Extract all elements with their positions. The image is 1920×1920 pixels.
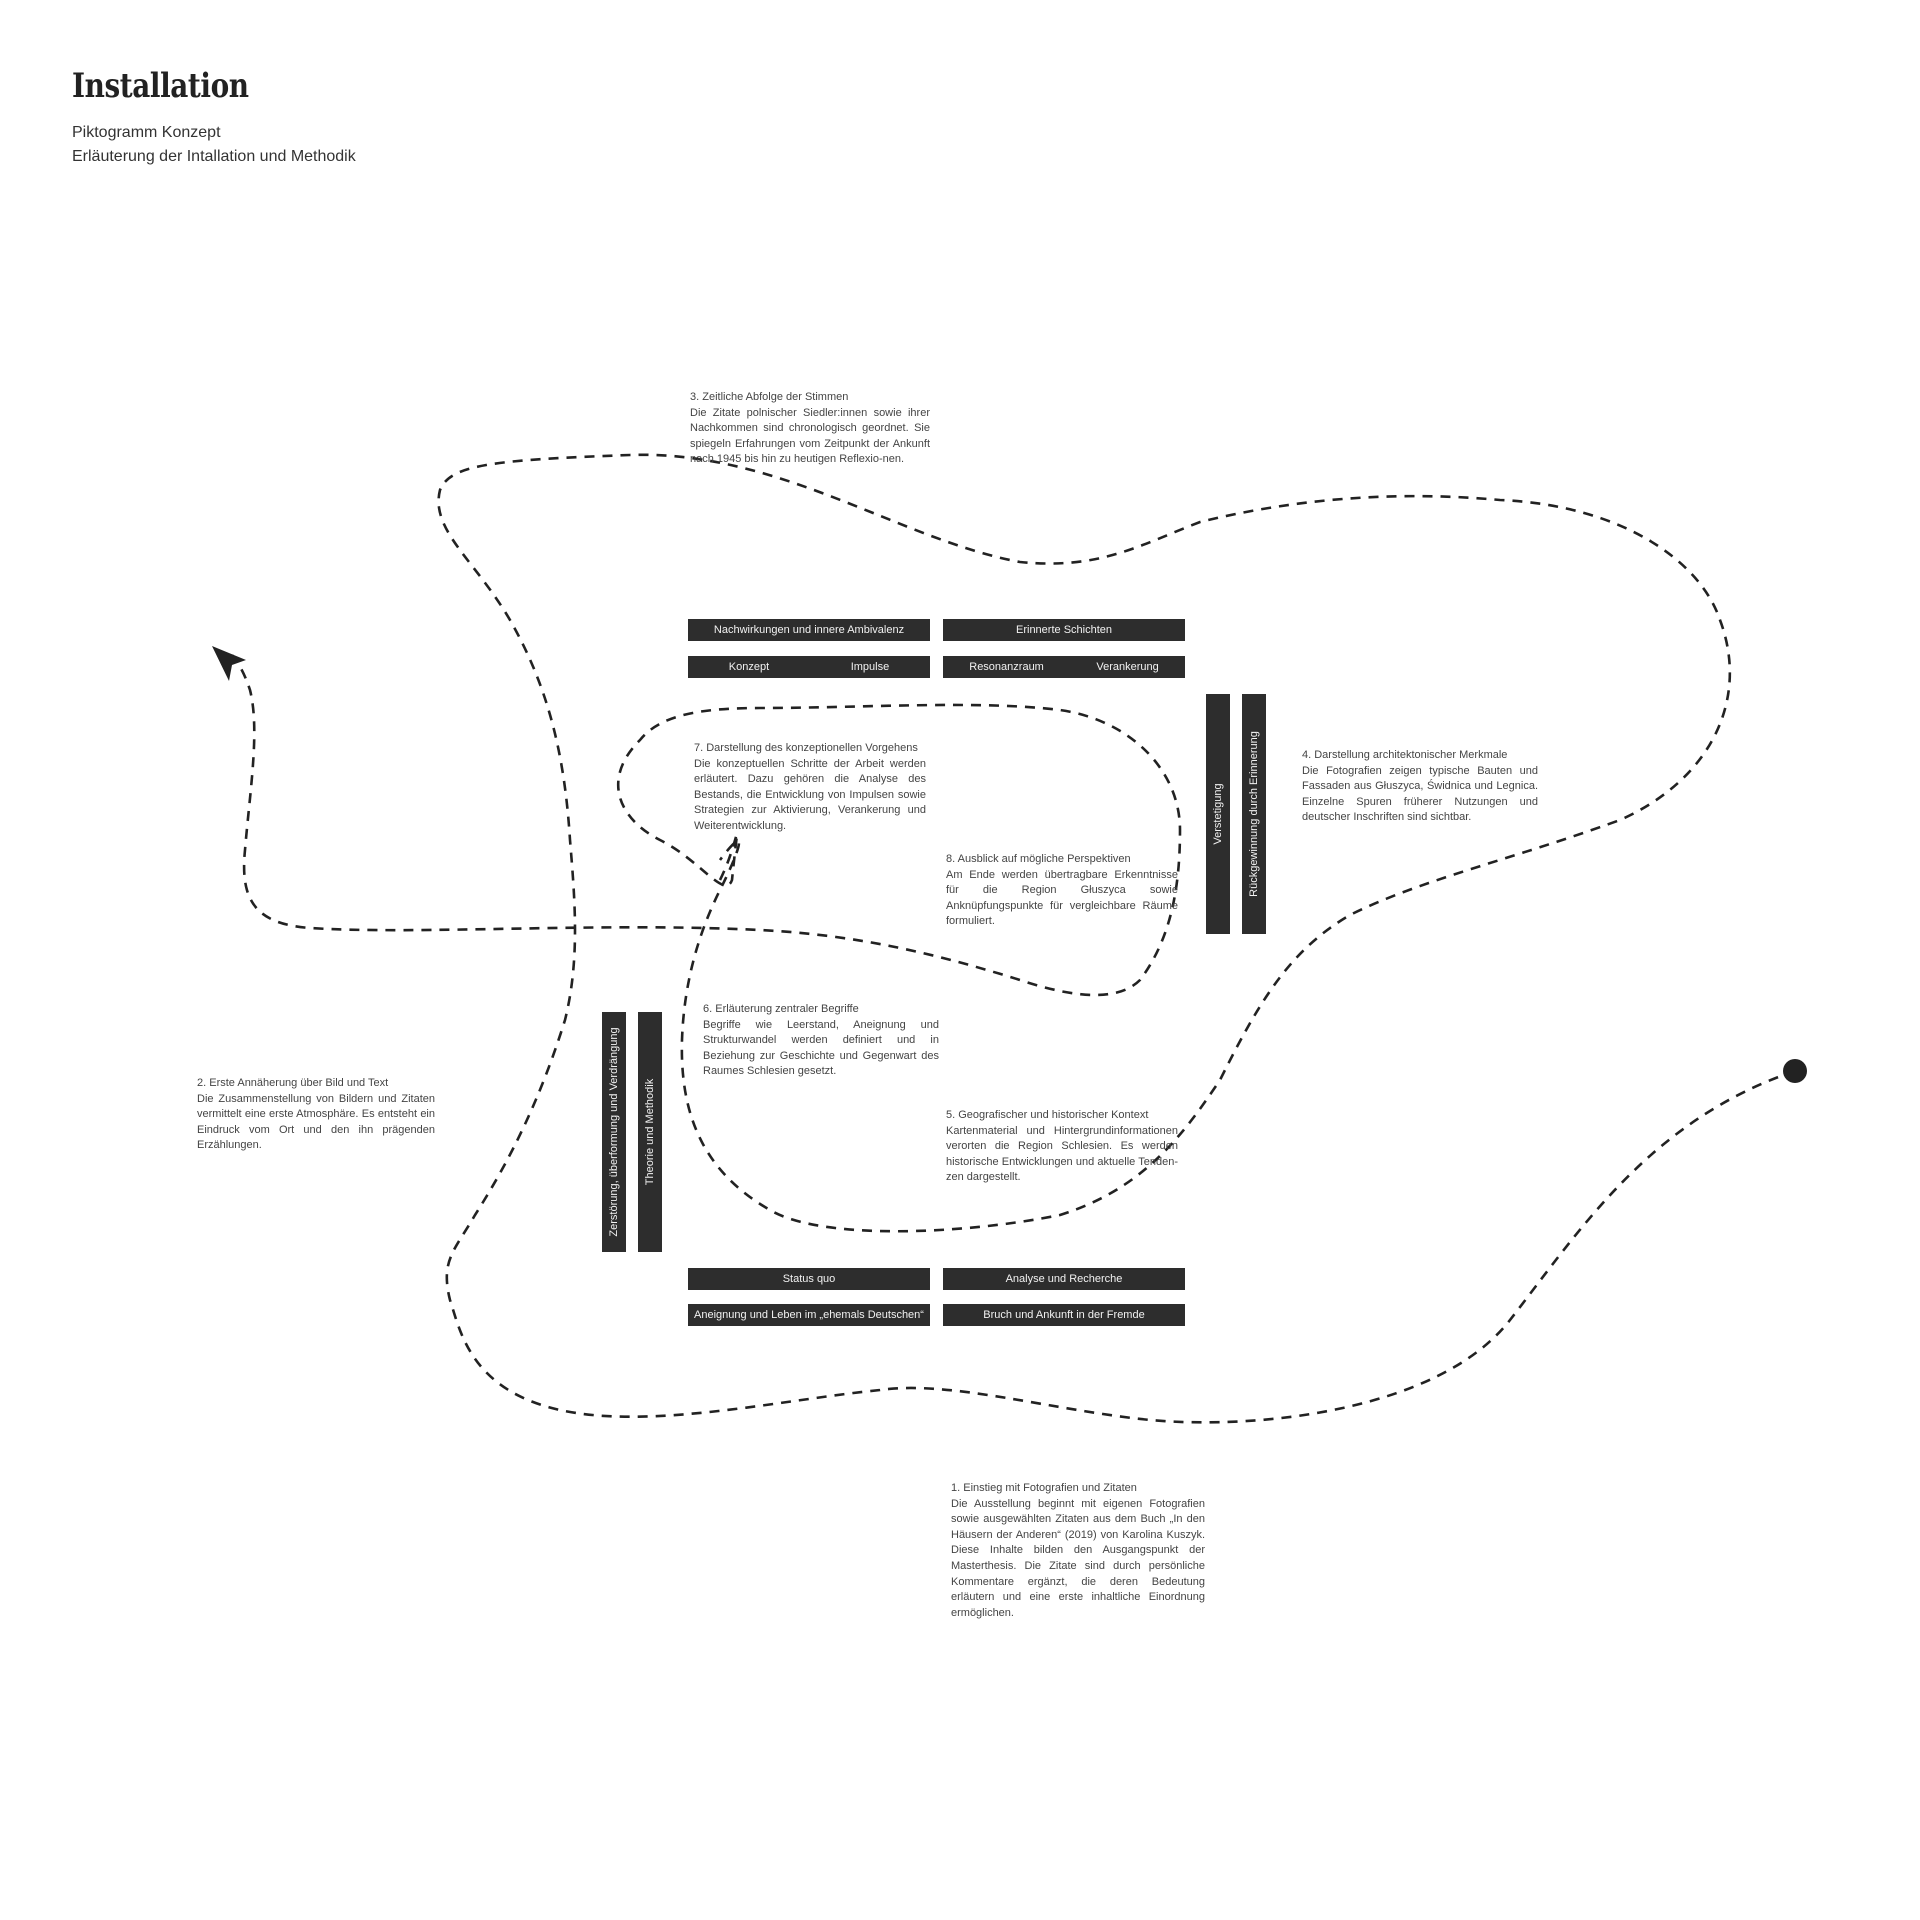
- bar-bruch-ankunft: Bruch und Ankunft in der Fremde: [943, 1304, 1185, 1326]
- start-dot-icon: [1783, 1059, 1807, 1083]
- note-title: 6. Erläuterung zentraler Begriffe: [703, 1003, 859, 1015]
- note-body: Die Ausstellung beginnt mit eigenen Fotografien sowie ausgewählten Zitaten aus dem Buch „In den Häusern der Anderen“ (2019) von Karolina Kuszyk. Diese Inhalte bilden den Ausgangspunkt der Masterthesis. Die Zitate sind durch persönliche Kommentare ergänzt, die deren Bedeutung erläutern und eine erste inhaltliche Einordnung ermöglichen.: [951, 1497, 1205, 1619]
- bar-nachwirkungen: Nachwirkungen und innere Ambivalenz: [688, 619, 930, 641]
- bar-aneignung: Aneignung und Leben im „ehemals Deutschen“: [688, 1304, 930, 1326]
- page-title: Installation: [72, 66, 249, 106]
- note-4-architektonische-merkmale: [1302, 748, 1538, 826]
- bar-resonanzraum-verankerung: [943, 656, 1185, 678]
- subtitle-concept: Piktogramm Konzept: [72, 124, 221, 141]
- note-5-geografischer-kontext: [946, 1108, 1178, 1186]
- bar-analyse-recherche: Analyse und Recherche: [943, 1268, 1185, 1290]
- note-body: Die Zusammenstellung von Bildern und Zitaten vermittelt eine erste Atmosphäre. Es entsteht ein Eindruck vom Ort und den ihn prägenden Erzählungen.: [197, 1092, 435, 1152]
- note-body: Die konzeptuellen Schritte der Arbeit werden erläutert. Dazu gehören die Analyse des Bestands, die Entwicklung von Impulsen sowie Strategien zur Aktivierung, Verankerung und Weiterentwicklung.: [694, 757, 926, 832]
- bar-label-konzept: Konzept: [728, 661, 770, 673]
- bar-status-quo: Status quo: [688, 1268, 930, 1290]
- bar-erinnerte-schichten: Erinnerte Schichten: [943, 619, 1185, 641]
- note-2-erste-annaeherung: [197, 1076, 435, 1154]
- vbar-theorie-methodik: Theorie und Methodik: [638, 1012, 662, 1252]
- note-body: Die Fotografien zeigen typische Bauten und Fassaden aus Głuszyca, Świdnica und Legnica. Einzelne Spuren früherer Nutzungen und deutscher Inschriften sind sichtbar.: [1302, 764, 1538, 824]
- arrowhead-icon: [212, 646, 246, 681]
- note-title: 3. Zeitliche Abfolge der Stimmen: [690, 391, 849, 403]
- bar-label-impulse: Impulse: [850, 661, 890, 673]
- note-body: Am Ende werden übertragbare Erkenntnisse für die Region Głuszyca sowie Anknüpfungspunkte für vergleichbare Räume formuliert.: [946, 868, 1178, 928]
- note-title: 4. Darstellung architektonischer Merkmale: [1302, 749, 1508, 761]
- note-body: Die Zitate polnischer Siedler:innen sowie ihrer Nachkommen sind chronologisch geordnet. Sie spiegeln Erfahrungen vom Zeitpunkt der Ankunft nach 1945 bis hin zu heutigen Reflexio-nen.: [690, 406, 930, 466]
- note-body: Begriffe wie Leerstand, Aneignung und Strukturwandel werden definiert und in Beziehung zur Geschichte und Gegenwart des Raumes Schlesien gesetzt.: [703, 1018, 939, 1078]
- vbar-zerstoerung: Zerstörung, überformung und Verdrängung: [602, 1012, 626, 1252]
- note-title: 5. Geografischer und historischer Kontext: [946, 1109, 1149, 1121]
- bar-label-verankerung: Verankerung: [1096, 661, 1159, 673]
- vbar-rueckgewinnung: Rückgewinnung durch Erinnerung: [1242, 694, 1266, 934]
- note-1-einstieg: [951, 1481, 1205, 1621]
- bar-label-resonanzraum: Resonanzraum: [969, 661, 1044, 673]
- note-title: 2. Erste Annäherung über Bild und Text: [197, 1077, 389, 1089]
- note-3-zeitliche-abfolge: [690, 390, 930, 468]
- note-title: 1. Einstieg mit Fotografien und Zitaten: [951, 1482, 1137, 1494]
- note-8-ausblick: [946, 852, 1178, 930]
- subtitle-explanation: Erläuterung der Intallation und Methodik: [72, 148, 356, 165]
- note-6-zentrale-begriffe: [703, 1002, 939, 1080]
- note-body: Kartenmaterial und Hintergrundinformationen verorten die Region Schlesien. Es werden historische Entwicklungen und aktuelle Tenden-zen dargestellt.: [946, 1124, 1178, 1184]
- bar-konzept-impulse: [688, 656, 930, 678]
- note-title: 8. Ausblick auf mögliche Perspektiven: [946, 853, 1131, 865]
- vbar-verstetigung: Verstetigung: [1206, 694, 1230, 934]
- note-7-konzeptionelles-vorgehen: [694, 741, 926, 835]
- note-title: 7. Darstellung des konzeptionellen Vorgehens: [694, 742, 918, 754]
